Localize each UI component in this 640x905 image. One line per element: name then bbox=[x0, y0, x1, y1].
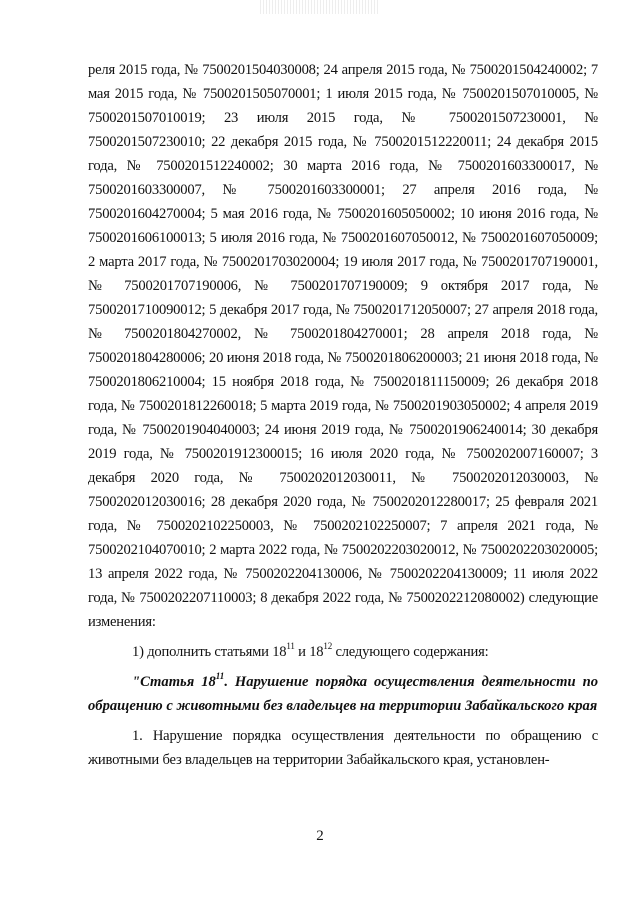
scan-artifact bbox=[260, 0, 380, 14]
item-1-suffix: следующего содержания: bbox=[332, 644, 489, 660]
article-heading bbox=[88, 670, 598, 718]
document-body bbox=[88, 58, 598, 772]
article-heading-prefix: "Статья 18 bbox=[132, 674, 216, 690]
item-1-sup-11: 11 bbox=[286, 641, 295, 652]
article-heading-title: . Нарушение порядка осуществления деятельности по обращению с животными без владельцев на территории Забайкальского края bbox=[88, 674, 598, 714]
clause-1-paragraph: 1. Нарушение порядка осуществления деятельности по обращению с животными без владельцев на территории Забайкальского края, установлен- bbox=[88, 728, 598, 768]
item-1-paragraph bbox=[88, 640, 598, 664]
item-1-middle: и 18 bbox=[294, 644, 324, 660]
page-number: 2 bbox=[316, 828, 324, 844]
item-1-prefix: 1) дополнить статьями 18 bbox=[132, 644, 287, 660]
item-1-sup-12: 12 bbox=[323, 641, 332, 652]
amendments-paragraph: реля 2015 года, № 7500201504030008; 24 апреля 2015 года, № 7500201504240002; 7 мая 2015 года, № 7500201505070001; 1 июля 2015 года, № 7500201507010005, № 7500201507010019; 23 июля 2015 года, № 7500201507230001, № 7500201507230010; 22 декабря 2015 года, № 7500201512220011; 24 декабря 2015 года, № 7500201512240002; 30 марта 2016 года, № 7500201603300017, № 7500201603300007, № 7500201603300001; 27 апреля 2016 года, № 7500201604270004; 5 мая 2016 года, № 7500201605050002; 10 июня 2016 года, № 7500201606100013; 5 июля 2016 года, № 7500201607050012, № 7500201607050009; 2 марта 2017 года, № 7500201703020004; 19 июля 2017 года, № 7500201707190001, № 7500201707190006, № 7500201707190009; 9 октября 2017 года, № 7500201710090012; 5 декабря 2017 года, № 7500201712050007; 27 апреля 2018 года, № 7500201804270002, № 7500201804270001; 28 апреля 2018 года, № 7500201804280006; 20 июня 2018 года, № 7500201806200003; 21 июня 2018 года, № 7500201806210004; 15 ноября 2018 года, № 7500201811150009; 26 декабря 2018 года, № 7500201812260018; 5 марта 2019 года, № 7500201903050002; 4 апреля 2019 года, № 7500201904040003; 24 июня 2019 года, № 7500201906240014; 30 декабря 2019 года, № 7500201912300015; 16 июля 2020 года, № 7500202007160007; 3 декабря 2020 года, № 7500202012030011, № 7500202012030003, № 7500202012030016; 28 декабря 2020 года, № 7500202012280017; 25 февраля 2021 года, № 7500202102250003, № 7500202102250007; 7 апреля 2021 года, № 7500202104070010; 2 марта 2022 года, № 7500202203020012, № 7500202203020005; 13 апреля 2022 года, № 7500202204130006, № 7500202204130009; 11 июля 2022 года, № 7500202207110003; 8 декабря 2022 года, № 7500202212080002) следующие изменения: bbox=[88, 62, 598, 630]
article-heading-sup: 11 bbox=[215, 671, 225, 682]
